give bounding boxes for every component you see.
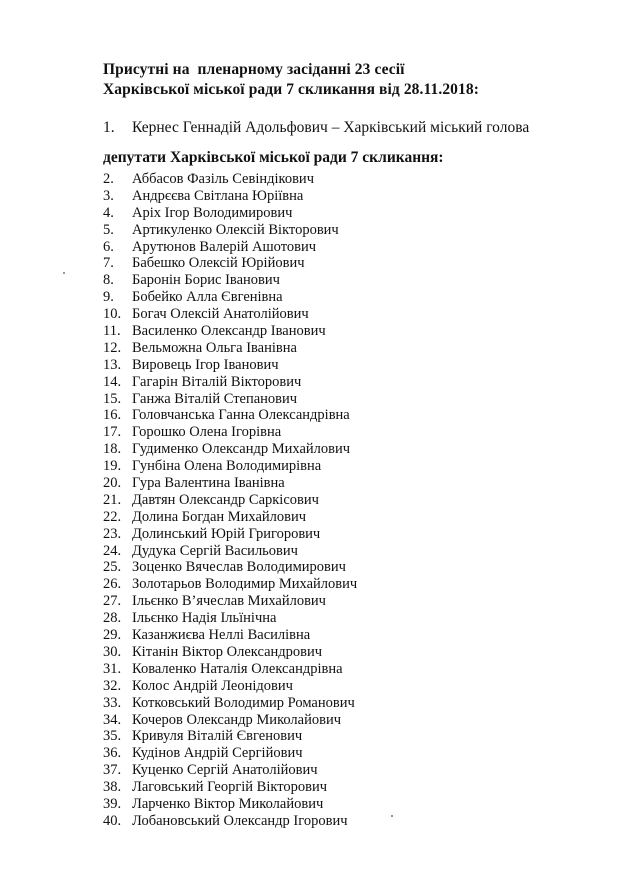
list-item — [103, 272, 357, 289]
list-item-name: Зоценко Вячеслав Володимирович — [132, 559, 346, 576]
list-item-number: 37. — [103, 762, 122, 779]
list-item-number: 8. — [103, 272, 114, 289]
list-item — [103, 323, 357, 340]
list-item-number: 15. — [103, 390, 122, 407]
list-item-name: Аббасов Фазіль Севіндікович — [132, 171, 314, 187]
list-item — [103, 712, 357, 729]
list-item — [103, 610, 357, 627]
list-item-number: 2. — [103, 171, 114, 187]
list-item-number: 33. — [103, 694, 122, 711]
list-item-name: Долинський Юрій Григорович — [132, 525, 321, 542]
list-item — [103, 171, 357, 188]
list-item-name: Горошко Олена Ігорівна — [132, 424, 282, 441]
list-item-number: 5. — [103, 221, 114, 238]
list-item — [103, 391, 357, 408]
list-item-name: Арутюнов Валерій Ашотович — [132, 238, 316, 255]
list-item-number: 34. — [103, 711, 122, 728]
list-item — [103, 745, 357, 762]
list-item — [103, 543, 357, 560]
list-item — [103, 526, 357, 543]
list-item-name: Дудука Сергій Васильович — [132, 542, 298, 559]
list-item-name: Аріх Ігор Володимирович — [132, 204, 293, 221]
mayor-entry — [103, 118, 529, 138]
list-item — [103, 695, 357, 712]
list-item — [103, 593, 357, 610]
list-item-number: 13. — [103, 356, 122, 373]
list-item-number: 14. — [103, 373, 122, 390]
list-item — [103, 374, 357, 391]
list-item — [103, 728, 357, 745]
mayor-number: 1. — [103, 119, 115, 136]
list-item-name: Гудименко Олександр Михайлович — [132, 441, 351, 458]
list-item — [103, 779, 357, 796]
list-item-name: Кудінов Андрій Сергійович — [132, 745, 303, 762]
list-item — [103, 627, 357, 644]
list-item-number: 22. — [103, 508, 122, 525]
list-item-number: 28. — [103, 610, 122, 627]
list-item-number: 18. — [103, 441, 122, 458]
list-item-number: 11. — [103, 323, 121, 340]
list-item-number: 17. — [103, 424, 122, 441]
list-item-name: Головчанська Ганна Олександрівна — [132, 407, 350, 424]
list-item-name: Бобейко Алла Євгенівна — [132, 289, 283, 306]
list-item-number: 7. — [103, 255, 114, 272]
list-item — [103, 559, 357, 576]
list-item-number: 21. — [103, 491, 122, 508]
deputies-heading: депутати Харківської міської ради 7 скликання: — [103, 149, 444, 166]
list-item-name: Долина Богдан Михайлович — [132, 508, 307, 525]
list-item — [103, 492, 357, 509]
list-item-number: 3. — [103, 187, 114, 204]
list-item-name: Ільєнко В’ячеслав Михайлович — [132, 593, 326, 610]
list-item-name: Золотарьов Володимир Михайлович — [132, 576, 358, 593]
list-item-name: Ільєнко Надія Ільїнічна — [132, 610, 277, 627]
list-item-name: Гура Валентина Іванівна — [132, 475, 285, 492]
list-item — [103, 222, 357, 239]
list-item — [103, 239, 357, 256]
list-item-name: Ларченко Віктор Миколайович — [132, 795, 324, 812]
list-item — [103, 678, 357, 695]
list-item-name: Кривуля Віталій Євгенович — [132, 728, 303, 745]
list-item-name: Кітанін Віктор Олександрович — [132, 643, 323, 660]
list-item-name: Гунбіна Олена Володимирівна — [132, 458, 322, 475]
list-item — [103, 306, 357, 323]
list-item-number: 6. — [103, 238, 114, 255]
list-item-number: 20. — [103, 475, 122, 492]
list-item-name: Кочеров Олександр Миколайович — [132, 711, 342, 728]
list-item-name: Андрєєва Світлана Юріївна — [132, 187, 304, 204]
list-item-number: 25. — [103, 559, 122, 576]
list-item-name: Казанжиєва Неллі Василівна — [132, 627, 311, 644]
list-item-number: 30. — [103, 643, 122, 660]
scan-speck — [391, 815, 393, 817]
list-item — [103, 509, 357, 526]
list-item — [103, 644, 357, 661]
list-item-number: 4. — [103, 204, 114, 221]
list-item — [103, 576, 357, 593]
list-item-number: 24. — [103, 542, 122, 559]
list-item-name: Колос Андрій Леонідович — [132, 677, 293, 694]
document-heading — [103, 60, 479, 100]
list-item-name: Баронін Борис Іванович — [132, 272, 280, 289]
list-item-number: 31. — [103, 660, 122, 677]
list-item-name: Вировець Ігор Іванович — [132, 356, 279, 373]
list-item-name: Давтян Олександр Саркісович — [132, 491, 319, 508]
list-item-name: Вельможна Ольга Іванівна — [132, 339, 297, 356]
list-item-number: 27. — [103, 593, 122, 610]
list-item-number: 26. — [103, 576, 122, 593]
list-item-name: Коваленко Наталія Олександрівна — [132, 660, 343, 677]
list-item-name: Бабешко Олексій Юрійович — [132, 255, 305, 272]
list-item-number: 29. — [103, 627, 122, 644]
list-item-number: 39. — [103, 795, 122, 812]
list-item — [103, 407, 357, 424]
list-item-name: Котковський Володимир Романович — [132, 694, 355, 711]
mayor-text: Кернес Геннадій Адольфович – Харківський міський голова — [132, 119, 530, 136]
list-item-number: 35. — [103, 728, 122, 745]
list-item-name: Артикуленко Олексій Вікторович — [132, 221, 339, 238]
list-item-number: 19. — [103, 458, 122, 475]
list-item-name: Куценко Сергій Анатолійович — [132, 762, 318, 779]
list-item — [103, 458, 357, 475]
list-item — [103, 762, 357, 779]
list-item-name: Гагарін Віталій Вікторович — [132, 373, 302, 390]
scan-speck — [63, 272, 65, 274]
list-item-number: 40. — [103, 812, 122, 829]
list-item-number: 32. — [103, 677, 122, 694]
list-item — [103, 813, 357, 830]
list-item — [103, 340, 357, 357]
list-item-name: Богач Олексій Анатолійович — [132, 306, 309, 323]
list-item — [103, 441, 357, 458]
list-item — [103, 424, 357, 441]
list-item-number: 16. — [103, 407, 122, 424]
list-item-name: Ганжа Віталій Степанович — [132, 390, 298, 407]
deputies-list — [103, 171, 357, 830]
list-item — [103, 205, 357, 222]
list-item — [103, 357, 357, 374]
list-item-name: Лобановський Олександр Ігорович — [132, 812, 348, 829]
list-item — [103, 255, 357, 272]
list-item — [103, 796, 357, 813]
list-item-number: 36. — [103, 745, 122, 762]
heading-line-2: Харківської міської ради 7 скликання від 28.11.2018: — [103, 81, 479, 98]
list-item — [103, 188, 357, 205]
list-item-number: 38. — [103, 779, 122, 796]
list-item — [103, 661, 357, 678]
list-item-name: Василенко Олександр Іванович — [132, 323, 326, 340]
list-item-name: Лаговський Георгій Вікторович — [132, 779, 328, 796]
list-item-number: 10. — [103, 306, 122, 323]
list-item-number: 23. — [103, 525, 122, 542]
heading-line-1: Присутні на пленарному засіданні 23 сесії — [103, 61, 405, 78]
list-item — [103, 475, 357, 492]
list-item — [103, 289, 357, 306]
list-item-number: 12. — [103, 339, 122, 356]
list-item-number: 9. — [103, 289, 114, 306]
